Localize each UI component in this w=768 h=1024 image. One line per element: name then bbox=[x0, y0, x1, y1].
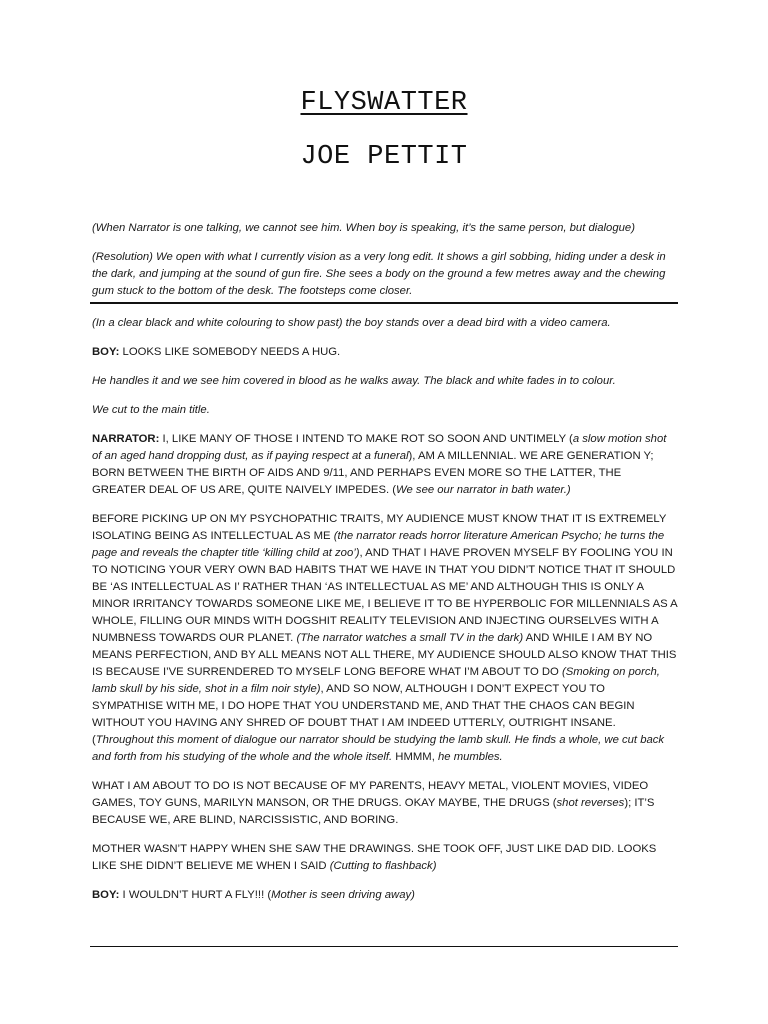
scene-direction: (In a clear black and white colouring to show past) the boy stands over a dead bird with a video camera. bbox=[92, 317, 611, 329]
speaker-label: BOY: bbox=[92, 889, 120, 901]
narration-paragraph: MOTHER WASN’T HAPPY WHEN SHE SAW THE DRAWINGS. SHE TOOK OFF, JUST LIKE DAD DID. LOOKS LIKE SHE DIDN’T BELIEVE ME WHEN I SAID (Cutting to flashback) bbox=[92, 843, 657, 872]
resolution-paragraph: (Resolution) We open with what I currently vision as a very long edit. It shows a girl sobbing, hiding under a desk in the dark, and jumping at the sound of gun fire. She sees a body on the ground a few metres away and the chewing gum stuck to the bottom of the desk. The footsteps come closer. bbox=[92, 251, 666, 297]
section-divider bbox=[90, 302, 678, 304]
footer-divider bbox=[90, 946, 678, 947]
speaker-label: BOY: bbox=[92, 346, 120, 358]
narration-paragraph: WHAT I AM ABOUT TO DO IS NOT BECAUSE OF MY PARENTS, HEAVY METAL, VIOLENT MOVIES, VIDEO GAMES, TOY GUNS, MARILYN MANSON, OR THE DRUGS. OKAY MAYBE, THE DRUGS (shot reverses); IT’S BECAUSE WE, ARE BLIND, NARCISSISTIC, AND BORING. bbox=[92, 780, 655, 826]
script-title: FLYSWATTER bbox=[300, 88, 468, 118]
narrator-paragraph: NARRATOR: I, LIKE MANY OF THOSE I INTEND TO MAKE ROT SO SOON AND UNTIMELY (a slow motion shot of an aged hand dropping dust, as if paying respect at a funeral), AM A MILLENNIAL. WE ARE GENERATION Y; BORN BETWEEN THE BIRTH OF AIDS AND 9/11, AND PERHAPS EVEN MORE SO THE LATTER, THE GREATER DEAL OF US ARE, QUITE NAIVELY IMPEDES. (We see our narrator in bath water.) bbox=[92, 433, 667, 496]
scene-direction: We cut to the main title. bbox=[92, 404, 210, 416]
dialogue-line bbox=[92, 344, 678, 361]
dialogue-text: LOOKS LIKE SOMEBODY NEEDS A HUG. bbox=[119, 346, 341, 358]
dialogue-line: BOY: I WOULDN’T HURT A FLY!!! (Mother is seen driving away) bbox=[92, 889, 415, 901]
narrator-note: (When Narrator is one talking, we cannot see him. When boy is speaking, it’s the same person, but dialogue) bbox=[92, 222, 635, 234]
script-author: JOE PETTIT bbox=[300, 142, 468, 172]
script-body bbox=[92, 315, 678, 916]
scene-direction: He handles it and we see him covered in blood as he walks away. The black and white fades in to colour. bbox=[92, 375, 616, 387]
intro-section bbox=[92, 220, 678, 312]
speaker-label: NARRATOR: bbox=[92, 433, 160, 445]
narration-paragraph: BEFORE PICKING UP ON MY PSYCHOPATHIC TRAITS, MY AUDIENCE MUST KNOW THAT IT IS EXTREMELY ISOLATING BEING AS INTELLECTUAL AS ME (the narrator reads horror literature American Psycho; he turns the page and reveals the chapter title ‘killing child at zoo’), AND THAT I HAVE PROVEN MYSELF BY FOOLING YOU IN TO NOTICING YOUR VERY OWN BAD HABITS THAT WE HAVE IN THAT YOU DIDN’T NOTICE THAT IT SHOULD BE ‘AS INTELLECTUAL AS I’ RATHER THAN ‘AS INTELLECTUAL AS ME’ AND ALTHOUGH THIS IS ONLY A MINOR IRRITANCY TOWARDS SOMEONE LIKE ME, I BELIEVE IT TO BE HYPERBOLIC FOR MILLENNIALS AS A WHOLE, FILLING OUR MINDS WITH DOGSHIT REALITY TELEVISION AND INJECTING OURSELVES WITH A NUMBNESS TOWARDS OUR PLANET. (The narrator watches a small TV in the dark) AND WHILE I AM BY NO MEANS PERFECTION, AND BY ALL MEANS NOT ALL THERE, MY AUDIENCE SHOULD ALSO KNOW THAT THIS IS BECAUSE I’VE SURRENDERED TO MYSELF LONG BEFORE WHAT I’M ABOUT TO DO (Smoking on porch, lamb skull by his side, shot in a film noir style), AND SO NOW, ALTHOUGH I DON’T EXPECT YOU TO SYMPATHISE WITH ME, I DO HOPE THAT YOU UNDERSTAND ME, AND THAT THE CHAOS CAN BEGIN WITHOUT YOU HAVING ANY SHRED OF DOUBT THAT I AM INDEED UTTERLY, OUTRIGHT INSANE. (Throughout this moment of dialogue our narrator should be studying the lamb skull. He finds a whole, we cut back and forth from his studying of the whole and the whole itself. HMMM, he mumbles. bbox=[92, 513, 678, 763]
